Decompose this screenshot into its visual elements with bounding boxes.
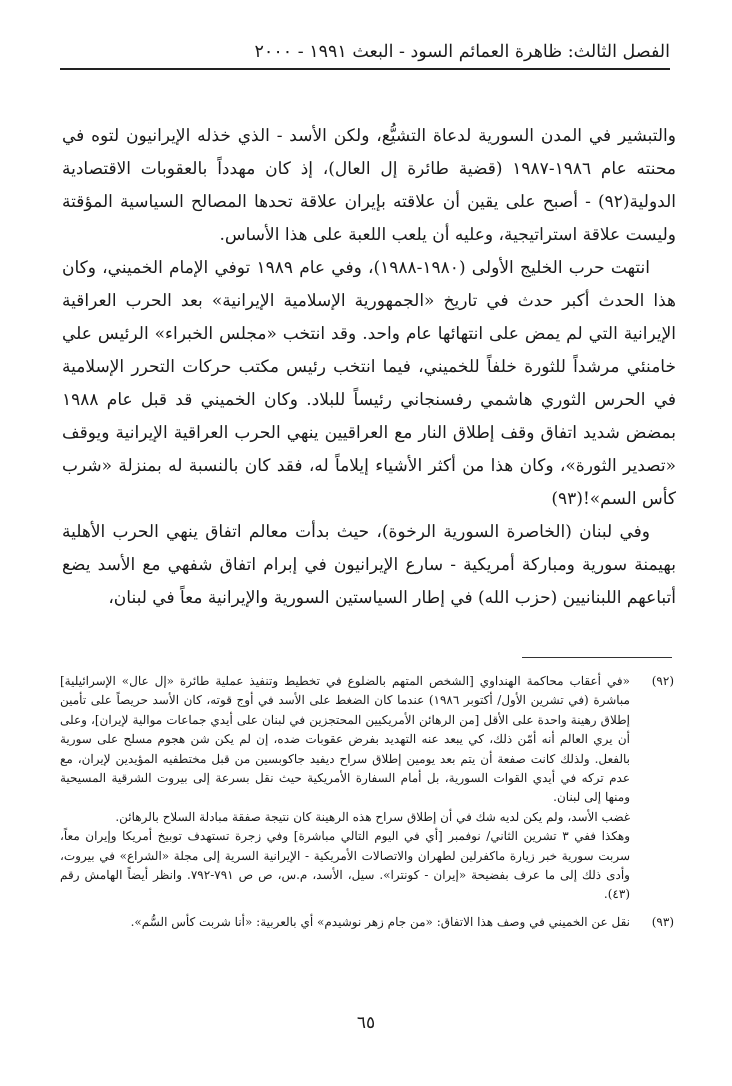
footnote-body: [60, 913, 630, 932]
main-text: [62, 120, 676, 615]
footnotes: [60, 672, 674, 932]
running-header: [60, 30, 670, 70]
footnote-paragraph: «في أعقاب محاكمة الهنداوي [الشخص المتهم بالضلوع في تخطيط وتنفيذ عملية طائرة «إل عال» الإسرائيلية] مباشرة (في تشرين الأول/ أكتوبر ١٩٨٦) عندما كان الضغط على الأسد في أوج قوته، كان الأسد حريصاً على تأمين إطلاق رهينة واحدة على الأقل [من الرهائن الأمريكيين المحتجزين في لبنان على أيدي جماعات موالية لإيران]، وعلى أن يري العالم أنه أمّن ذلك، كي يبعد عنه التهديد بفرض عقوبات ضده، إن لم يكن شن هجوم مسلح على سورية بالفعل. ولذلك كانت صفعة أن يتم بعد يومين إطلاق سراح ديفيد جاكوبسين من قبل مختطفيه المؤيدين لإيران، مع عدم تركه في أيدي القوات السورية، بل أمام السفارة الأمريكية حيث نقل بسرعة إلى بيروت الشرقية المسيحية ومنها إلى لبنان.: [60, 674, 630, 805]
footnote: [60, 913, 674, 932]
paragraph: انتهت حرب الخليج الأولى (١٩٨٠-١٩٨٨)، وفي عام ١٩٨٩ توفي الإمام الخميني، وكان هذا الحدث أكبر حدث في تاريخ «الجمهورية الإسلامية الإيرانية» بعد الحرب العراقية الإيرانية التي لم يمض على انتهائها عام واحد. وقد انتخب «مجلس الخبراء» الرئيس علي خامنئي مرشداً للثورة خلفاً للخميني، فيما انتخب رئيس مكتب حركات التحرر الإسلامية في الحرس الثوري هاشمي رفسنجاني رئيساً للبلاد. وكان الخميني قد قبل عام ١٩٨٨ بمضض شديد اتفاق وقف إطلاق النار مع العراقيين ينهي الحرب العراقية الإيرانية ويوقف «تصدير الثورة»، وكان هذا من أكثر الأشياء إيلاماً له، فقد كان بالنسبة له بمنزلة «شرب كأس السم»!(٩٣): [62, 258, 676, 509]
paragraph: والتبشير في المدن السورية لدعاة التشيُّع، ولكن الأسد - الذي خذله الإيرانيون لتوه في محنته عام ١٩٨٦-١٩٨٧ (قضية طائرة إل العال)، إذ كان مهدداً بالعقوبات الاقتصادية الدولية(٩٢) - أصبح على يقين أن علاقته بإيران علاقة تحدها المصالح السياسية المؤقتة وليست علاقة استراتيجية، وعليه أن يلعب اللعبة على هذا الأساس.: [62, 126, 676, 245]
footnote-paragraph: وهكذا ففي ٣ تشرين الثاني/ نوفمبر [أي في اليوم التالي مباشرة] وفي زجرة تستهدف توبيخ أمريكا وإيران معاً، سربت سورية خبر زيارة ماكفرلين لطهران والاتصالات الأمريكية - الإيرانية السرية إلى مجلة «الشراع» في بيروت، وأدى ذلك إلى ما عرف بفضيحة «إيران - كونترا». سيل، الأسد، م.س، ص ص ٧٩١-٧٩٢. وانظر أيضاً الهامش رقم (٤٣).: [60, 829, 630, 902]
running-title: الفصل الثالث: ظاهرة العمائم السود - البعث ١٩٩١ - ٢٠٠٠: [254, 42, 670, 62]
footnote-paragraph: غضب الأسد، ولم يكن لديه شك في أن إطلاق سراح هذه الرهينة كان نتيجة صفقة مبادلة السلاح بالرهائن.: [115, 809, 630, 824]
footnote-number: (٩٢): [651, 674, 674, 688]
footnote-body: [60, 672, 630, 905]
page-number: ٦٥: [356, 1013, 376, 1033]
footnote-number: (٩٣): [651, 914, 674, 929]
footnote: [60, 672, 674, 905]
paragraph: وفي لبنان (الخاصرة السورية الرخوة)، حيث بدأت معالم اتفاق ينهي الحرب الأهلية بهيمنة سورية ومباركة أمريكية - سارع الإيرانيون في إبرام اتفاق شفهي مع الأسد يضع أتباعهم اللبنانيين (حزب الله) في إطار السياستين السورية والإيرانية معاً في لبنان،: [62, 522, 676, 608]
footnote-paragraph: نقل عن الخميني في وصف هذا الاتفاق: «من جام زهر نوشيدم» أي بالعربية: «أنا شربت كأس السُّم».: [130, 914, 630, 929]
footnote-separator: [522, 657, 672, 658]
